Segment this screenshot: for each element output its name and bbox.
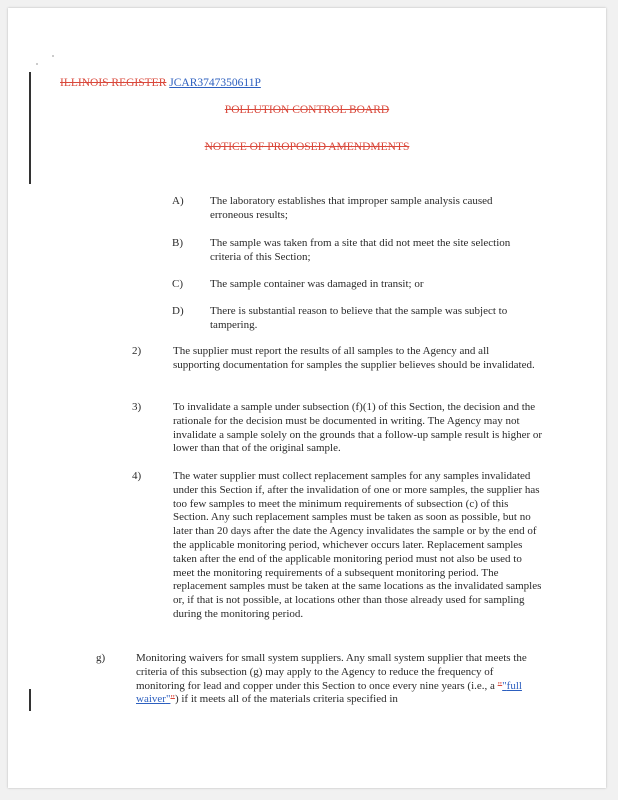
document-page (8, 8, 606, 788)
jcar-code: JCAR3747350611P (169, 77, 261, 89)
sub-item-text: The sample container was damaged in transit; or (210, 278, 424, 290)
register-header (60, 76, 261, 90)
struck-quote: " (497, 679, 503, 692)
section-g-text-after: ) if it meets all of the materials criteria specified in (174, 693, 398, 706)
sub-item-label: C) (172, 278, 183, 290)
sub-item-label: B) (172, 237, 183, 249)
section-g-text (136, 652, 541, 707)
scan-speck (36, 63, 38, 65)
struck-quote: " (170, 693, 175, 706)
register-struck: ILLINOIS REGISTER (60, 77, 167, 89)
sub-item-label: D) (172, 305, 184, 317)
board-title: POLLUTION CONTROL BOARD (224, 104, 390, 116)
inserted-quote: " (165, 693, 171, 706)
sub-item-text: The sample was taken from a site that did not meet the site selection criteria of this Section; (210, 237, 511, 263)
inserted-quote: " (502, 679, 507, 692)
change-bar (29, 689, 31, 711)
numbered-item-text: To invalidate a sample under subsection (f)(1) of this Section, the decision and the rationale for the decision must be documented in writing. The Agency may not invalidate a sample solely on the grounds that a follow-up sample result is higher or lower than that of the original sample. (173, 401, 543, 455)
sub-item-text: The laboratory establishes that improper sample analysis caused erroneous results; (210, 195, 493, 221)
numbered-item-label: 3) (132, 401, 142, 413)
numbered-item-label: 2) (132, 345, 142, 357)
section-g-label: g) (96, 652, 106, 664)
section-g-text-before: Monitoring waivers for small system suppliers. Any small system supplier that meets the criteria of this subsection (g) may apply to the Agency to reduce the frequency of monitoring for lead and copper under this Section to once every nine years (i.e., a (136, 652, 527, 692)
notice-title: NOTICE OF PROPOSED AMENDMENTS (204, 141, 410, 153)
scan-speck (52, 55, 54, 57)
numbered-item-label: 4) (132, 470, 142, 482)
numbered-item-text: The supplier must report the results of all samples to the Agency and all supporting documentation for samples the supplier believes should be invalidated. (173, 345, 535, 371)
numbered-item-text: The water supplier must collect replacement samples for any samples invalidated under this Section if, after the invalidation of one or more samples, the supplier has too few samples to meet the minimum requirements of subsection (c) of this Section. Any such replacement samples must be taken as soon as possible, but no later than 20 days after the date the Agency invalidates the sample or by the end of the applicable monitoring period, whichever occurs later. Replacement samples taken after the end of the applicable monitoring period must not also be used to meet the monitoring requirements of a subsequent monitoring period. The replacement samples must be taken at the same locations as the invalidated samples or, if that is not possible, at locations other than those already used for sampling during the monitoring period. (173, 470, 542, 620)
sub-item-label: A) (172, 195, 184, 207)
sub-item-text: There is substantial reason to believe that the sample was subject to tampering. (210, 305, 508, 331)
full-waiver-term: full waiver (136, 679, 522, 706)
change-bar (29, 72, 31, 184)
